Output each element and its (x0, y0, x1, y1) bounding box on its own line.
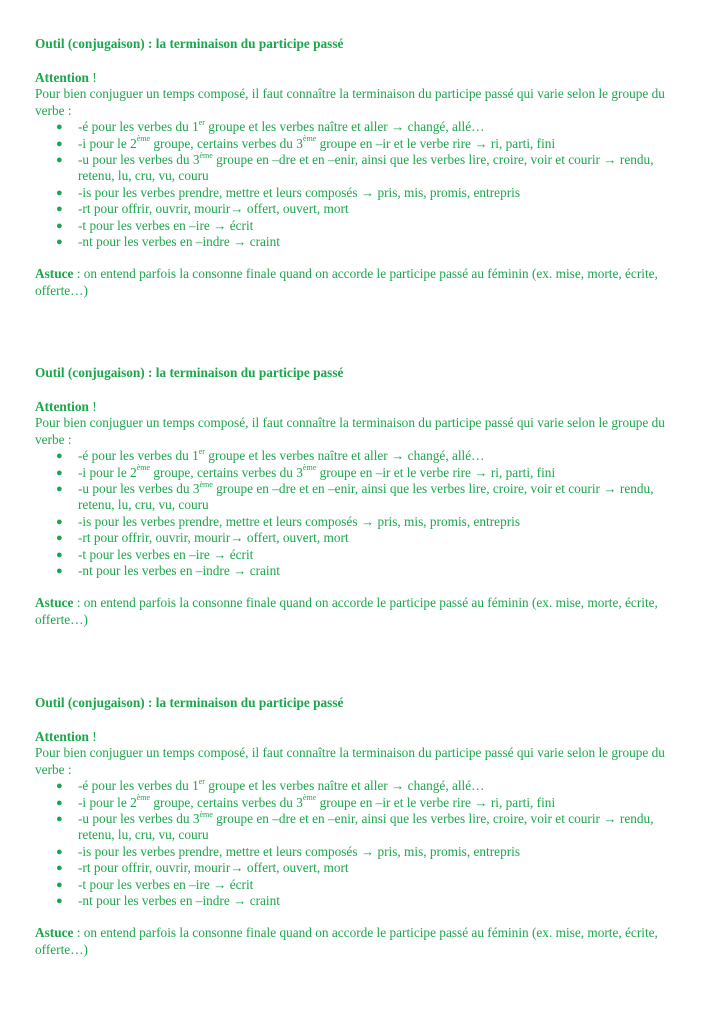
rule-text: -is pour les verbes prendre, mettre et leurs composés → pris, mis, promis, entrepris (78, 184, 521, 200)
rule-superscript: er (198, 446, 205, 456)
rule-item (35, 877, 685, 893)
attention-line (35, 70, 685, 86)
rule-text: -rt pour offrir, ouvrir, mourir→ offert, ouvert, mort (78, 860, 349, 876)
bullet-icon: ● (56, 186, 63, 199)
bullet-icon: ● (56, 236, 63, 249)
rule-text: groupe en –dre et en –enir, ainsi que les verbes lire, croire, voir et courir → rendu, retenu, lu, cru, vu, couru (78, 152, 654, 184)
rule-text: groupe, certains verbes du (150, 135, 297, 151)
rule-text: -u pour les verbes du 3 (78, 152, 200, 168)
bullet-icon: ● (56, 532, 63, 545)
rule-item (35, 201, 685, 217)
rule-text: groupe en –ir et le verbe rire → ri, parti, fini (316, 794, 556, 810)
rule-superscript: ème (302, 134, 317, 144)
rule-text: groupe et les verbes naître et aller → changé, allé… (204, 119, 485, 135)
rule-superscript: er (198, 776, 205, 786)
bullet-icon: ● (56, 137, 63, 150)
rule-item (35, 185, 685, 201)
astuce-label: Astuce (35, 925, 74, 941)
rule-item (35, 234, 685, 250)
attention-label: Attention (35, 70, 89, 85)
rule-text: -nt pour les verbes en –indre → craint (78, 234, 280, 250)
astuce-label: Astuce (35, 595, 74, 611)
attention-mark: ! (88, 70, 97, 85)
astuce-text: : on entend parfois la consonne finale quand on accorde le participe passé au féminin (ex. mise, morte, écrite, offerte…) (35, 595, 658, 627)
bullet-icon: ● (56, 203, 63, 216)
rule-superscript: ème (199, 809, 213, 819)
rule-text: -i pour le 2 (78, 794, 137, 810)
lesson-title: Outil (conjugaison) : la terminaison du participe passé (35, 695, 344, 710)
rule-item (35, 530, 685, 546)
rule-text: -é pour les verbes du 1 (78, 778, 199, 794)
rule-item (35, 136, 685, 152)
rule-text: -u pour les verbes du 3 (78, 811, 200, 827)
rule-text: groupe, certains verbes du (150, 794, 297, 810)
rule-superscript: ème (302, 793, 317, 803)
bullet-icon: ● (56, 548, 63, 561)
rule-text: groupe en –dre et en –enir, ainsi que les verbes lire, croire, voir et courir → rendu, retenu, lu, cru, vu, couru (78, 811, 654, 843)
rule-superscript: ème (136, 463, 151, 473)
rule-text: -nt pour les verbes en –indre → craint (78, 563, 280, 579)
rule-item (35, 860, 685, 876)
rule-text: -rt pour offrir, ouvrir, mourir→ offert, ouvert, mort (78, 530, 349, 546)
lesson-title: Outil (conjugaison) : la terminaison du participe passé (35, 36, 344, 51)
bullet-icon: ● (56, 862, 63, 875)
rule-text: 3 (296, 135, 303, 151)
bullet-icon: ● (56, 878, 63, 891)
rule-item (35, 893, 685, 909)
astuce-paragraph (35, 595, 685, 628)
astuce-label: Astuce (35, 266, 74, 282)
bullet-icon: ● (56, 813, 63, 826)
rules-list (35, 778, 685, 909)
rule-text: 3 (296, 464, 303, 480)
rule-text: groupe, certains verbes du (150, 464, 297, 480)
rule-superscript: er (198, 117, 205, 127)
astuce-text: : on entend parfois la consonne finale quand on accorde le participe passé au féminin (ex. mise, morte, écrite, offerte…) (35, 925, 658, 957)
rule-item (35, 778, 685, 794)
rule-item (35, 448, 685, 464)
bullet-icon: ● (56, 466, 63, 479)
rule-item (35, 844, 685, 860)
bullet-icon: ● (56, 565, 63, 578)
bullet-icon: ● (56, 121, 63, 134)
intro-paragraph: Pour bien conjuguer un temps composé, il faut connaître la terminaison du participe passé qui varie selon le groupe du verbe : (35, 745, 665, 777)
bullet-icon: ● (56, 154, 63, 167)
rule-text: -t pour les verbes en –ire → écrit (78, 876, 254, 892)
intro-paragraph: Pour bien conjuguer un temps composé, il faut connaître la terminaison du participe passé qui varie selon le groupe du verbe : (35, 415, 665, 447)
bullet-icon: ● (56, 796, 63, 809)
rule-text: -t pour les verbes en –ire → écrit (78, 546, 254, 562)
rule-item (35, 152, 685, 185)
rule-text: groupe en –ir et le verbe rire → ri, parti, fini (316, 464, 556, 480)
bullet-icon: ● (56, 515, 63, 528)
rule-item (35, 547, 685, 563)
bullet-icon: ● (56, 219, 63, 232)
rule-text: -i pour le 2 (78, 464, 137, 480)
rule-superscript: ème (136, 793, 151, 803)
attention-mark: ! (88, 729, 97, 744)
astuce-text: : on entend parfois la consonne finale quand on accorde le participe passé au féminin (ex. mise, morte, écrite, offerte…) (35, 266, 658, 298)
bullet-icon: ● (56, 483, 63, 496)
lesson-block-3 (35, 695, 685, 958)
attention-label: Attention (35, 399, 89, 414)
rule-item (35, 218, 685, 234)
rule-superscript: ème (136, 134, 151, 144)
rule-item (35, 795, 685, 811)
rule-item (35, 481, 685, 514)
rule-item (35, 465, 685, 481)
attention-mark: ! (88, 399, 97, 414)
rule-text: -u pour les verbes du 3 (78, 481, 200, 497)
rule-text: -é pour les verbes du 1 (78, 448, 199, 464)
rule-text: -rt pour offrir, ouvrir, mourir→ offert, ouvert, mort (78, 201, 349, 217)
rule-superscript: ème (302, 463, 317, 473)
rule-text: groupe en –dre et en –enir, ainsi que les verbes lire, croire, voir et courir → rendu, retenu, lu, cru, vu, couru (78, 481, 654, 513)
astuce-paragraph (35, 266, 685, 299)
rule-text: -nt pour les verbes en –indre → craint (78, 893, 280, 909)
rule-superscript: ème (199, 150, 213, 160)
attention-line (35, 399, 685, 415)
rules-list (35, 448, 685, 579)
lesson-block-1 (35, 36, 685, 299)
rule-text: -t pour les verbes en –ire → écrit (78, 217, 254, 233)
rule-text: -i pour le 2 (78, 135, 137, 151)
rule-superscript: ème (199, 479, 213, 489)
lesson-title: Outil (conjugaison) : la terminaison du participe passé (35, 365, 344, 380)
attention-line (35, 729, 685, 745)
rule-item (35, 119, 685, 135)
rules-list (35, 119, 685, 250)
rule-text: groupe et les verbes naître et aller → changé, allé… (204, 448, 485, 464)
rule-text: 3 (296, 794, 303, 810)
rule-text: groupe et les verbes naître et aller → changé, allé… (204, 778, 485, 794)
rule-text: -é pour les verbes du 1 (78, 119, 199, 135)
rule-item (35, 563, 685, 579)
rule-text: -is pour les verbes prendre, mettre et leurs composés → pris, mis, promis, entrepris (78, 843, 521, 859)
rule-item (35, 514, 685, 530)
bullet-icon: ● (56, 845, 63, 858)
rule-text: -is pour les verbes prendre, mettre et leurs composés → pris, mis, promis, entrepris (78, 513, 521, 529)
rule-text: groupe en –ir et le verbe rire → ri, parti, fini (316, 135, 556, 151)
attention-label: Attention (35, 729, 89, 744)
rule-item (35, 811, 685, 844)
bullet-icon: ● (56, 895, 63, 908)
bullet-icon: ● (56, 450, 63, 463)
lesson-block-2 (35, 365, 685, 628)
bullet-icon: ● (56, 780, 63, 793)
intro-paragraph: Pour bien conjuguer un temps composé, il faut connaître la terminaison du participe passé qui varie selon le groupe du verbe : (35, 86, 665, 118)
astuce-paragraph (35, 925, 685, 958)
